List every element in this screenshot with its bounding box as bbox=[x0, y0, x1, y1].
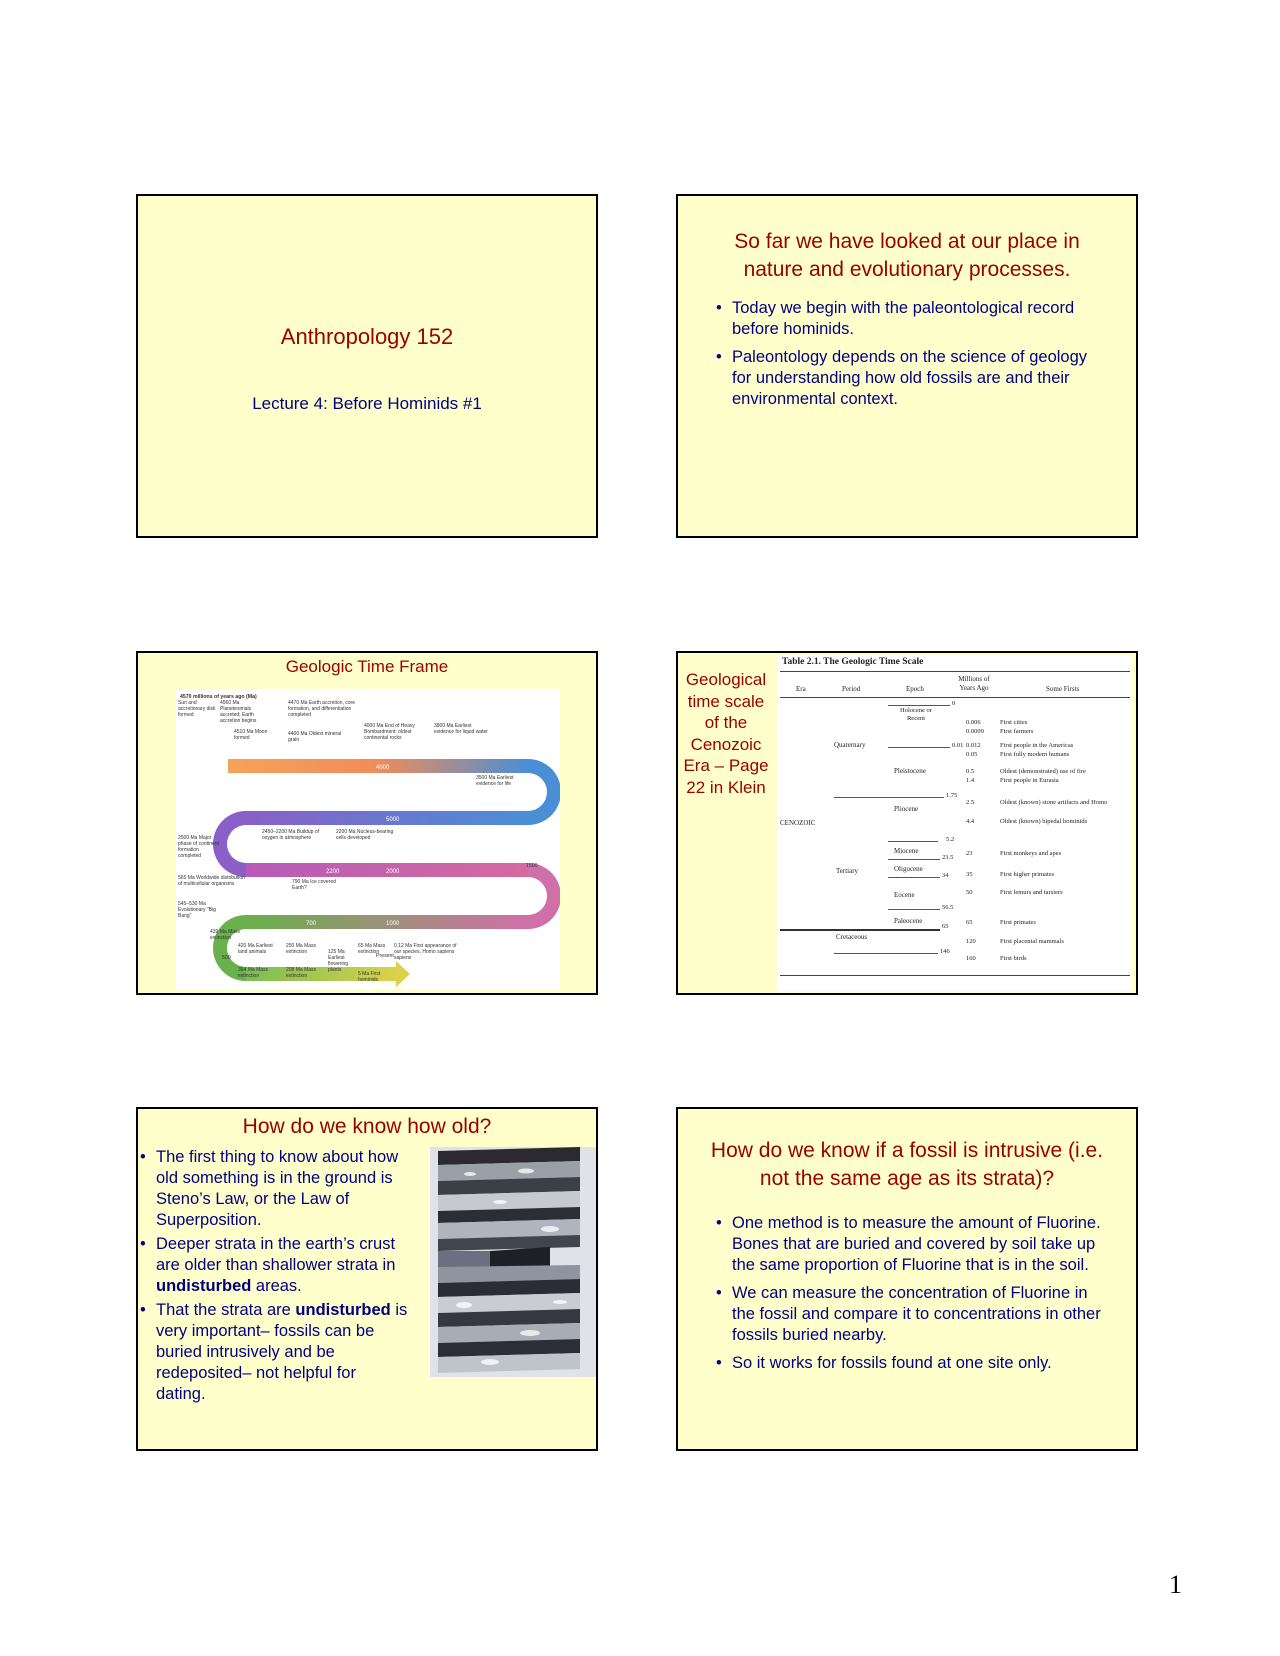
page-number: 1 bbox=[1169, 1570, 1182, 1599]
epoch-label: Oligocene bbox=[894, 865, 923, 873]
figure-label: 420 Ma Earliest land animals bbox=[238, 943, 273, 955]
boundary-line bbox=[888, 747, 950, 748]
table-header: Epoch bbox=[906, 685, 924, 693]
band-number: 2200 bbox=[326, 869, 340, 875]
bullet-item: • Paleontology depends on the science of geology for understanding how old fossils are and their environmental context. bbox=[716, 347, 1106, 410]
period-label: Quaternary bbox=[834, 741, 866, 749]
table-header: Some Firsts bbox=[1046, 685, 1080, 693]
geologic-time-figure bbox=[176, 689, 560, 989]
figure-label: 565 Ma Worldwide distribution of multicellular organisms bbox=[178, 875, 245, 887]
boundary-line bbox=[834, 797, 944, 798]
bullet-item bbox=[140, 1234, 410, 1297]
side-caption: Geological time scale of the Cenozoic Era – Page 22 in Klein bbox=[683, 670, 769, 797]
timeline-curve bbox=[528, 863, 560, 929]
boundary-line bbox=[888, 859, 940, 860]
row-first-text: First higher primates bbox=[1000, 871, 1055, 878]
boundary-line bbox=[888, 841, 938, 842]
row-first-text: First placental mammals bbox=[1000, 938, 1064, 945]
figure-label: 3500 Ma Earliest evidence for life bbox=[476, 775, 514, 787]
boundary-value: 65 bbox=[942, 923, 949, 930]
row-first-text: First people in the Americas bbox=[1000, 742, 1074, 749]
bullet-list bbox=[140, 1147, 410, 1412]
bullet-text: is very important– fossils can be buried intrusively and be redeposited– not helpful for dating. bbox=[156, 1301, 408, 1403]
row-ma-value: 160 bbox=[966, 955, 976, 962]
slide-heading: Geologic Time Frame bbox=[285, 657, 449, 676]
boundary-value: 23.5 bbox=[942, 854, 954, 861]
slide-title-heading: Anthropology 152 bbox=[280, 324, 454, 349]
row-first-text: First farmers bbox=[1000, 728, 1034, 735]
boundary-line bbox=[888, 877, 940, 878]
slide-heading: How do we know how old? bbox=[242, 1115, 492, 1138]
bullet-text: Deeper strata in the earth’s crust are older than shallower strata in bbox=[156, 1235, 396, 1274]
row-ma-value: 50 bbox=[966, 889, 973, 896]
row-ma-value: 35 bbox=[966, 871, 973, 878]
row-first-text: First birds bbox=[1000, 955, 1027, 962]
boundary-value: 146 bbox=[940, 948, 950, 955]
table-rule bbox=[780, 671, 1130, 672]
row-ma-value: 65 bbox=[966, 919, 973, 926]
slide-geologic-time-scale bbox=[676, 651, 1138, 995]
epoch-label: Pliocene bbox=[894, 805, 919, 813]
timeline-curve bbox=[528, 759, 560, 825]
boundary-line bbox=[888, 705, 950, 706]
figure-label: 65 Ma Mass extinction bbox=[358, 943, 386, 955]
epoch-label: Miocene bbox=[894, 847, 919, 855]
bullet-item: • So it works for fossils found at one site only. bbox=[716, 1353, 1106, 1374]
figure-label: 0.12 Ma First appearance of our species, Homo sapiens sapiens bbox=[394, 943, 457, 961]
slide-title bbox=[136, 194, 598, 538]
figure-label: 4000 Ma End of Heavy Bombardment; oldest continental rocks bbox=[364, 723, 415, 741]
figure-label: 790 Ma Ice covered Earth? bbox=[292, 879, 336, 891]
figure-label: 125 Ma Earliest flowering plants bbox=[328, 949, 349, 973]
table-header: Millions of Years Ago bbox=[958, 675, 990, 692]
epoch-label: Holocene or Recent bbox=[900, 707, 932, 722]
row-ma-value: 0.006 bbox=[966, 719, 981, 726]
bullet-item: • We can measure the concentration of Fluorine in the fossil and compare it to concentrations in other fossils buried nearby. bbox=[716, 1283, 1106, 1346]
row-first-text: Oldest (demonstrated) use of fire bbox=[1000, 768, 1086, 775]
row-ma-value: 120 bbox=[966, 938, 976, 945]
slide-how-old bbox=[136, 1107, 598, 1451]
figure-label: 4510 Ma Moon formed bbox=[234, 729, 268, 741]
bullet-item: • Today we begin with the paleontological record before hominids. bbox=[716, 298, 1106, 340]
row-first-text: First primates bbox=[1000, 919, 1036, 926]
bullet-item: • The first thing to know about how old something is in the ground is Steno’s Law, or the Law of Superposition. bbox=[140, 1147, 410, 1231]
band-number: 700 bbox=[306, 921, 317, 927]
bullet-item bbox=[140, 1300, 410, 1405]
epoch-label: Pleistocene bbox=[894, 767, 926, 775]
figure-label: 3800 Ma Earliest evidence for liquid water bbox=[434, 723, 488, 735]
slide-subtitle: Lecture 4: Before Hominids #1 bbox=[252, 394, 482, 413]
boundary-value: 0 bbox=[952, 700, 956, 707]
figure-label: 545–530 Ma Evolutionary "Big Bang" bbox=[178, 901, 216, 919]
bullet-text: areas. bbox=[251, 1277, 302, 1295]
epoch-label: Paleocene bbox=[894, 917, 923, 925]
figure-label: 5 Ma First hominids bbox=[358, 971, 381, 983]
boundary-value: 34 bbox=[942, 872, 949, 879]
table-rule bbox=[780, 697, 1130, 698]
row-ma-value: 0.05 bbox=[966, 751, 978, 758]
band-number: 500 bbox=[222, 955, 231, 961]
period-label: Tertiary bbox=[836, 867, 859, 875]
row-first-text: Oldest (known) bipedal hominids bbox=[1000, 818, 1088, 825]
period-label: Cretaceous bbox=[836, 933, 868, 941]
band-number: 5000 bbox=[386, 817, 400, 823]
bullet-emphasis: undisturbed bbox=[156, 1277, 252, 1295]
figure-label: 2450–2200 Ma Buildup of oxygen in atmosphere bbox=[262, 829, 319, 841]
row-first-text: Oldest (known) stone artifacts and Homo bbox=[1000, 799, 1108, 806]
figure-label: 364 Ma Mass extinction bbox=[238, 967, 269, 979]
bullet-list bbox=[716, 1213, 1106, 1381]
row-ma-value: 2.5 bbox=[966, 799, 975, 806]
row-first-text: First lemurs and tarsiers bbox=[1000, 889, 1063, 896]
figure-label: 4470 Ma Earth accretion, core formation, and differentiation completed bbox=[288, 700, 355, 718]
row-ma-value: 23 bbox=[966, 850, 973, 857]
figure-header: 4570 millions of years ago (Ma) bbox=[180, 694, 257, 700]
bullet-list bbox=[716, 298, 1106, 417]
figure-label: 4560 Ma Planetesimals accreted; Earth accretion begins bbox=[220, 700, 257, 724]
figure-label: Sun and accretionary disk formed bbox=[178, 700, 216, 718]
slide-geologic-time-frame bbox=[136, 651, 598, 995]
boundary-value: 5.2 bbox=[946, 836, 955, 843]
era-boundary-line bbox=[780, 929, 940, 931]
figure-label: 439 Ma Mass extinction bbox=[210, 929, 241, 941]
row-ma-value: 0.5 bbox=[966, 768, 975, 775]
row-ma-value: 0.012 bbox=[966, 742, 981, 749]
band-number: 1000 bbox=[386, 921, 400, 927]
row-first-text: First fully modern humans bbox=[1000, 751, 1070, 758]
table-header: Period bbox=[842, 685, 861, 693]
epoch-label: Eocene bbox=[894, 891, 915, 899]
slide-heading: So far we have looked at our place in nature and evolutionary processes. bbox=[734, 230, 1080, 281]
band-number: 4000 bbox=[376, 765, 390, 771]
row-first-text: First cities bbox=[1000, 719, 1028, 726]
boundary-line bbox=[888, 909, 940, 910]
table-caption: Table 2.1. The Geologic Time Scale bbox=[782, 657, 924, 667]
row-first-text: First monkeys and apes bbox=[1000, 850, 1062, 857]
geologic-time-table bbox=[778, 655, 1132, 991]
bullet-item: • One method is to measure the amount of Fluorine. Bones that are buried and covered by soil take up the same proportion of Fluorine that is in the soil. bbox=[716, 1213, 1106, 1276]
table-rule bbox=[780, 975, 1130, 976]
band-number: 1500 bbox=[526, 863, 538, 869]
strata-illustration bbox=[430, 1147, 596, 1377]
band-number: Present bbox=[376, 953, 394, 959]
band-number: 2000 bbox=[386, 869, 400, 875]
row-ma-value: 1.4 bbox=[966, 777, 975, 784]
boundary-value: 56.5 bbox=[942, 904, 954, 911]
figure-label: 4400 Ma Oldest mineral grain bbox=[288, 731, 342, 743]
figure-label: 208 Ma Mass extinction bbox=[286, 967, 317, 979]
figure-label: 2200 Ma Nucleus-bearing cells developed bbox=[336, 829, 394, 841]
slide-overview bbox=[676, 194, 1138, 538]
row-ma-value: 4.4 bbox=[966, 818, 975, 825]
slide-fossil-intrusive bbox=[676, 1107, 1138, 1451]
figure-label: 2500 Ma Major phase of continent formation completed bbox=[178, 835, 219, 859]
figure-label: 250 Ma Mass extinction bbox=[286, 943, 317, 955]
era-label: CENOZOIC bbox=[780, 819, 816, 827]
boundary-line bbox=[834, 953, 938, 954]
table-header: Era bbox=[796, 685, 806, 693]
slide-heading: How do we know if a fossil is intrusive (i.e. not the same age as its strata)? bbox=[710, 1139, 1104, 1190]
bullet-emphasis: undisturbed bbox=[295, 1301, 391, 1319]
row-first-text: First people in Eurasia bbox=[1000, 777, 1059, 784]
boundary-value: 1.75 bbox=[946, 792, 958, 799]
timeline-svg bbox=[176, 689, 560, 989]
row-ma-value: 0.0009 bbox=[966, 728, 984, 735]
bullet-text: That the strata are bbox=[156, 1301, 296, 1319]
boundary-value: 0.01 bbox=[952, 742, 964, 749]
strata-svg bbox=[430, 1147, 596, 1377]
